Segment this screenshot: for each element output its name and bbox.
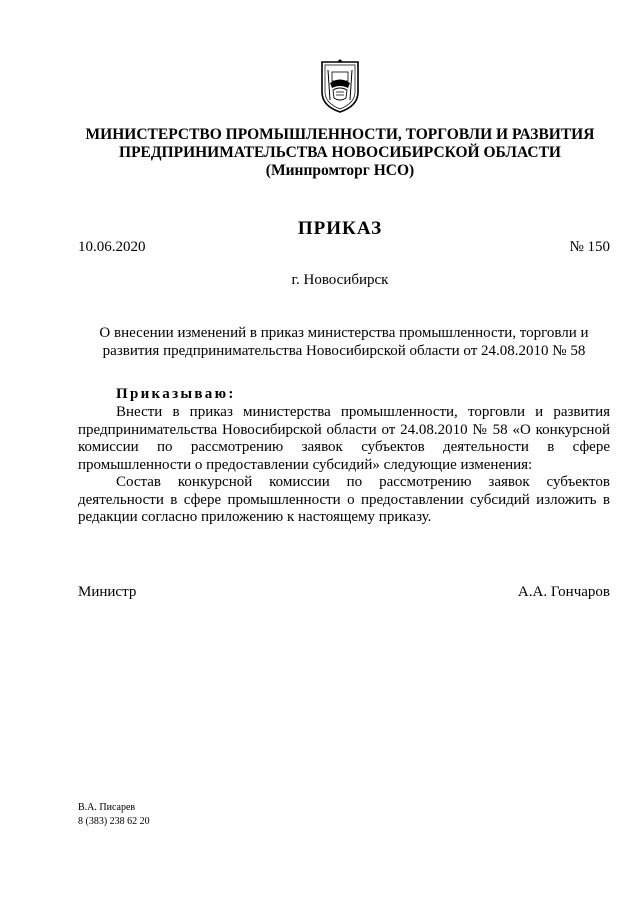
document-footer xyxy=(78,801,150,829)
document-body xyxy=(78,404,610,527)
coat-of-arms-emblem xyxy=(318,56,362,114)
document-city: г. Новосибирск xyxy=(291,272,389,288)
author-phone: 8 (383) 238 62 20 xyxy=(78,816,150,827)
document-date: 10.06.2020 xyxy=(78,239,146,255)
signatory-position: Министр xyxy=(78,584,137,600)
ministry-name-line1: МИНИСТЕРСТВО ПРОМЫШЛЕННОСТИ, ТОРГОВЛИ И РАЗВИТИЯ xyxy=(85,126,595,143)
ministry-header xyxy=(40,126,640,180)
ministry-abbreviation: (Минпромторг НСО) xyxy=(265,162,415,179)
order-heading: Приказываю: xyxy=(116,386,236,402)
ministry-name-line2: ПРЕДПРИНИМАТЕЛЬСТВА НОВОСИБИРСКОЙ ОБЛАСТИ xyxy=(119,144,561,161)
body-paragraph-2: Состав конкурсной комиссии по рассмотрению заявок субъектов деятельности в сфере промышленности о предоставлении субсидий изложить в редакции согласно приложению к настоящему приказу. xyxy=(78,474,610,525)
signatory-name: А.А. Гончаров xyxy=(517,584,610,600)
author-name: В.А. Писарев xyxy=(78,802,136,813)
document-number: № 150 xyxy=(569,239,610,255)
body-paragraph-1: Внести в приказ министерства промышленности, торговли и развития предпринимательства Новосибирской области от 24.08.2010 № 58 «О конкурсной комиссии по рассмотрению заявок субъектов деятельности в сфере промышленности о предоставлении субсидий» следующие изменения: xyxy=(78,404,610,473)
document-subject: О внесении изменений в приказ министерства промышленности, торговли и развития предпринимательства Новосибирской области от 24.08.2010 № 58 xyxy=(99,325,589,359)
document-title: ПРИКАЗ xyxy=(297,218,383,239)
